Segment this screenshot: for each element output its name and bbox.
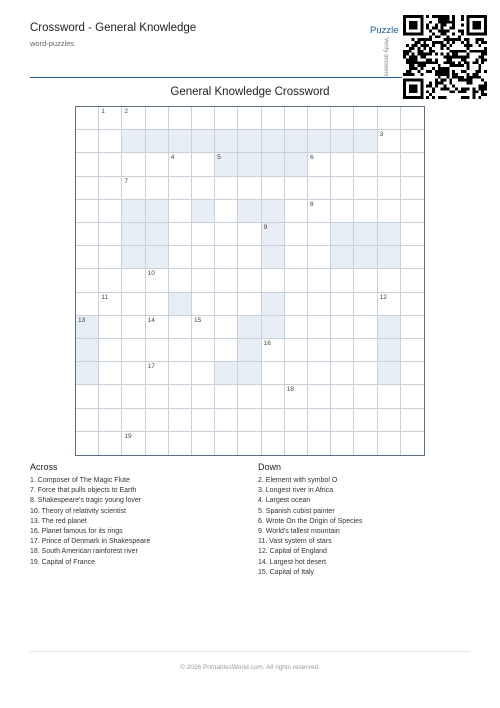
grid-cell[interactable] [238, 316, 261, 339]
grid-cell[interactable] [354, 177, 377, 200]
grid-cell[interactable] [354, 223, 377, 246]
grid-cell[interactable] [401, 385, 424, 408]
grid-cell[interactable] [192, 362, 215, 385]
grid-cell[interactable] [76, 246, 99, 269]
clue-number: 7 [124, 177, 129, 185]
clue-number: 8 [310, 200, 314, 208]
grid-cell[interactable] [308, 269, 331, 292]
grid-cell[interactable] [238, 269, 261, 292]
grid-cell[interactable] [331, 153, 354, 176]
grid-cell[interactable] [99, 130, 122, 153]
clue-number: 9 [263, 224, 268, 231]
grid-cell[interactable] [215, 153, 238, 176]
grid-cell[interactable] [238, 223, 261, 246]
grid-cell[interactable] [192, 432, 215, 455]
grid-cell[interactable] [169, 130, 192, 153]
grid-cell[interactable] [122, 385, 145, 408]
grid-cell[interactable] [169, 200, 192, 223]
across-clue: 18. South American rainforest river [30, 548, 138, 556]
grid-cell[interactable] [285, 385, 308, 408]
grid-cell[interactable] [378, 130, 401, 153]
clue-number: 10 [147, 270, 155, 278]
grid-cell[interactable] [285, 130, 308, 153]
puzzle-tag: Puzzle [370, 25, 399, 36]
grid-cell[interactable] [192, 339, 215, 362]
grid-cell[interactable] [401, 153, 424, 176]
clue-number: 4 [170, 154, 175, 162]
across-clues [30, 476, 150, 568]
grid-cell[interactable] [99, 316, 122, 339]
clue-number: 19 [124, 432, 132, 440]
grid-cell[interactable] [99, 107, 122, 130]
grid-cell[interactable] [401, 339, 424, 362]
grid-cell[interactable] [378, 200, 401, 223]
grid-cell[interactable] [331, 293, 354, 316]
grid-cell[interactable] [76, 153, 99, 176]
across-clue: 13. The red planet [30, 517, 87, 525]
document-title: Crossword - General Knowledge [30, 22, 197, 34]
across-clue: 1. Composer of The Magic Flute [30, 477, 130, 484]
grid-cell[interactable] [169, 153, 192, 176]
grid-cell[interactable] [285, 107, 308, 130]
grid-cell[interactable] [122, 432, 145, 455]
grid-cell[interactable] [378, 293, 401, 316]
grid-cell[interactable] [378, 362, 401, 385]
grid-cell[interactable] [215, 362, 238, 385]
clue-number: 1 [101, 108, 105, 115]
grid-cell[interactable] [192, 200, 215, 223]
grid-cell[interactable] [238, 107, 261, 130]
grid-cell[interactable] [76, 269, 99, 292]
grid-cell[interactable] [354, 385, 377, 408]
grid-cell[interactable] [192, 385, 215, 408]
across-clue: 17. Prince of Denmark in Shakespeare [30, 538, 151, 546]
grid-cell[interactable] [169, 362, 192, 385]
grid-cell[interactable] [122, 130, 145, 153]
grid-cell[interactable] [215, 316, 238, 339]
verify-answers-label: Verify answers [382, 37, 389, 77]
grid-cell[interactable] [262, 177, 285, 200]
grid-cell[interactable] [122, 177, 145, 200]
down-clue: 9. World's tallest mountain [258, 527, 340, 535]
grid-cell[interactable] [331, 316, 354, 339]
grid-cell[interactable] [401, 432, 424, 455]
grid-cell[interactable] [308, 107, 331, 130]
grid-cell[interactable] [192, 246, 215, 269]
clue-number: 14 [147, 316, 155, 324]
grid-cell[interactable] [238, 177, 261, 200]
grid-cell[interactable] [76, 177, 99, 200]
grid-cell[interactable] [215, 432, 238, 455]
grid-cell[interactable] [308, 432, 331, 455]
grid-cell[interactable] [192, 316, 215, 339]
grid-cell[interactable] [76, 432, 99, 455]
grid-cell[interactable] [378, 223, 401, 246]
grid-cell[interactable] [146, 432, 169, 455]
down-clue: 11. Vast system of stars [258, 538, 332, 546]
grid-cell[interactable] [169, 246, 192, 269]
grid-cell[interactable] [331, 177, 354, 200]
grid-cell[interactable] [215, 385, 238, 408]
grid-cell[interactable] [146, 177, 169, 200]
grid-cell[interactable] [354, 130, 377, 153]
down-clues [258, 476, 363, 578]
grid-cell[interactable] [99, 223, 122, 246]
grid-cell[interactable] [99, 177, 122, 200]
grid-cell[interactable] [146, 409, 169, 432]
grid-cell[interactable] [169, 385, 192, 408]
down-clue: 4. Largest ocean [258, 497, 311, 505]
grid-cell[interactable] [262, 409, 285, 432]
grid-cell[interactable] [331, 130, 354, 153]
crossword-grid [75, 106, 425, 456]
grid-cell[interactable] [262, 153, 285, 176]
grid-cell[interactable] [146, 130, 169, 153]
clue-number: 3 [379, 131, 384, 139]
grid-cell[interactable] [238, 200, 261, 223]
grid-cell[interactable] [262, 246, 285, 269]
grid-cell[interactable] [308, 177, 331, 200]
grid-cell[interactable] [401, 107, 424, 130]
grid-cell[interactable] [99, 409, 122, 432]
grid-cell[interactable] [169, 316, 192, 339]
grid-cell[interactable] [169, 339, 192, 362]
grid-cell[interactable] [99, 432, 122, 455]
grid-cell[interactable] [238, 153, 261, 176]
grid-cell[interactable] [401, 130, 424, 153]
grid-cell[interactable] [331, 246, 354, 269]
grid-cell[interactable] [99, 339, 122, 362]
grid-cell[interactable] [285, 177, 308, 200]
grid-cell[interactable] [192, 223, 215, 246]
grid-cell[interactable] [215, 223, 238, 246]
grid-cell[interactable] [146, 107, 169, 130]
grid-cell[interactable] [262, 316, 285, 339]
grid-cell[interactable] [378, 385, 401, 408]
grid-cell[interactable] [215, 409, 238, 432]
grid-cell[interactable] [215, 293, 238, 316]
grid-cell[interactable] [401, 269, 424, 292]
clue-number: 12 [379, 293, 387, 301]
grid-cell[interactable] [401, 223, 424, 246]
grid-cell[interactable] [378, 316, 401, 339]
grid-cell[interactable] [262, 293, 285, 316]
clue-number: 15 [194, 316, 202, 324]
grid-cell[interactable] [122, 339, 145, 362]
grid-cell[interactable] [215, 177, 238, 200]
grid-cell[interactable] [192, 177, 215, 200]
header-divider [30, 77, 402, 78]
grid-cell[interactable] [354, 316, 377, 339]
down-clue: 6. Wrote On the Origin of Species [258, 517, 363, 525]
grid-cell[interactable] [401, 409, 424, 432]
grid-cell[interactable] [76, 362, 99, 385]
down-clue: 3. Longest river in Africa [258, 487, 334, 495]
grid-cell[interactable] [146, 362, 169, 385]
grid-cell[interactable] [285, 246, 308, 269]
grid-cell[interactable] [354, 432, 377, 455]
grid-cell[interactable] [378, 339, 401, 362]
grid-cell[interactable] [401, 362, 424, 385]
clue-number: 6 [310, 154, 314, 162]
grid-cell[interactable] [238, 293, 261, 316]
grid-cell[interactable] [122, 153, 145, 176]
grid-cell[interactable] [146, 269, 169, 292]
grid-cell[interactable] [169, 409, 192, 432]
grid-cell[interactable] [169, 223, 192, 246]
grid-cell[interactable] [378, 107, 401, 130]
grid-cell[interactable] [122, 409, 145, 432]
grid-cell[interactable] [262, 107, 285, 130]
grid-cell[interactable] [215, 246, 238, 269]
grid-cell[interactable] [262, 339, 285, 362]
grid-cell[interactable] [122, 316, 145, 339]
grid-cell[interactable] [122, 107, 145, 130]
grid-cell[interactable] [262, 269, 285, 292]
grid-cell[interactable] [262, 385, 285, 408]
grid-cell[interactable] [401, 316, 424, 339]
grid-cell[interactable] [285, 223, 308, 246]
grid-cell[interactable] [331, 107, 354, 130]
grid-cell[interactable] [331, 432, 354, 455]
across-clue: 19. Capital of France [30, 558, 95, 566]
grid-cell[interactable] [308, 339, 331, 362]
down-clue: 15. Capital of Italy [258, 568, 315, 576]
across-clue: 10. Theory of relativity scientist [30, 507, 126, 515]
grid-cell[interactable] [308, 130, 331, 153]
grid-cell[interactable] [192, 409, 215, 432]
grid-cell[interactable] [238, 409, 261, 432]
grid-cell[interactable] [262, 200, 285, 223]
grid-cell[interactable] [76, 107, 99, 130]
grid-cell[interactable] [262, 362, 285, 385]
grid-cell[interactable] [146, 293, 169, 316]
grid-cell[interactable] [354, 293, 377, 316]
grid-cell[interactable] [308, 246, 331, 269]
across-clue: 7. Force that pulls objects to Earth [30, 487, 137, 495]
clue-number: 5 [217, 154, 221, 162]
grid-cell[interactable] [378, 269, 401, 292]
grid-cell[interactable] [238, 339, 261, 362]
grid-cell[interactable] [401, 177, 424, 200]
document-subtitle: word-puzzles [30, 39, 75, 48]
grid-cell[interactable] [146, 385, 169, 408]
grid-cell[interactable] [285, 153, 308, 176]
grid-cell[interactable] [378, 246, 401, 269]
grid-cell[interactable] [192, 269, 215, 292]
grid-cell[interactable] [122, 200, 145, 223]
grid-cell[interactable] [169, 432, 192, 455]
grid-cell[interactable] [331, 339, 354, 362]
down-clue: 12. Capital of England [258, 548, 327, 556]
grid-cell[interactable] [76, 339, 99, 362]
grid-cell[interactable] [215, 339, 238, 362]
grid-cell[interactable] [146, 200, 169, 223]
grid-cell[interactable] [331, 223, 354, 246]
grid-cell[interactable] [192, 153, 215, 176]
grid-cell[interactable] [308, 293, 331, 316]
grid-cell[interactable] [76, 223, 99, 246]
grid-cell[interactable] [378, 153, 401, 176]
grid-cell[interactable] [238, 432, 261, 455]
grid-cell[interactable] [354, 269, 377, 292]
grid-cell[interactable] [99, 269, 122, 292]
grid-cell[interactable] [401, 293, 424, 316]
grid-cell[interactable] [285, 432, 308, 455]
grid-cell[interactable] [146, 223, 169, 246]
grid-cell[interactable] [122, 223, 145, 246]
grid-cell[interactable] [331, 385, 354, 408]
grid-cell[interactable] [215, 107, 238, 130]
across-heading: Across [30, 462, 58, 472]
grid-cell[interactable] [169, 269, 192, 292]
clue-number: 18 [286, 386, 295, 394]
grid-cell[interactable] [76, 200, 99, 223]
grid-cell[interactable] [354, 246, 377, 269]
grid-cell[interactable] [122, 269, 145, 292]
footer-copyright: © 2026 PrintablesWorld.com. All rights reserved. [180, 664, 320, 671]
grid-cell[interactable] [169, 177, 192, 200]
grid-cell[interactable] [146, 316, 169, 339]
grid-cell[interactable] [192, 130, 215, 153]
grid-cell[interactable] [122, 246, 145, 269]
grid-cell[interactable] [238, 246, 261, 269]
grid-cell[interactable] [308, 409, 331, 432]
grid-cell[interactable] [122, 362, 145, 385]
grid-cell[interactable] [99, 293, 122, 316]
grid-cell[interactable] [146, 339, 169, 362]
grid-cell[interactable] [285, 293, 308, 316]
down-heading: Down [258, 462, 282, 472]
grid-cell[interactable] [331, 200, 354, 223]
grid-cell[interactable] [169, 293, 192, 316]
footer-divider [30, 651, 470, 652]
grid-cell[interactable] [354, 339, 377, 362]
clue-number: 13 [78, 316, 86, 324]
grid-cell[interactable] [401, 200, 424, 223]
grid-cell[interactable] [122, 293, 145, 316]
across-clue: 8. Shakespeare's tragic young lover [30, 497, 142, 505]
grid-cell[interactable] [238, 362, 261, 385]
grid-cell[interactable] [331, 269, 354, 292]
grid-cell[interactable] [169, 107, 192, 130]
clue-number: 17 [147, 363, 155, 371]
grid-cell[interactable] [401, 246, 424, 269]
down-clue: 5. Spanish cubist painter [258, 507, 335, 515]
grid-cell[interactable] [99, 153, 122, 176]
grid-cell[interactable] [262, 432, 285, 455]
grid-cell[interactable] [238, 385, 261, 408]
grid-cell[interactable] [308, 200, 331, 223]
grid-cell[interactable] [354, 153, 377, 176]
across-clue: 16. Planet famous for its rings [30, 527, 123, 535]
grid-cell[interactable] [192, 293, 215, 316]
grid-cell[interactable] [99, 200, 122, 223]
grid-cell[interactable] [76, 385, 99, 408]
grid-cell[interactable] [76, 316, 99, 339]
grid-cell[interactable] [308, 153, 331, 176]
grid-cell[interactable] [378, 409, 401, 432]
grid-cell[interactable] [308, 223, 331, 246]
clue-number: 11 [101, 293, 108, 301]
grid-cell[interactable] [99, 362, 122, 385]
grid-cell[interactable] [76, 293, 99, 316]
down-clue: 2. Element with symbol O [258, 477, 338, 484]
clue-number: 16 [263, 340, 271, 347]
grid-cell[interactable] [215, 130, 238, 153]
clue-number: 2 [124, 108, 129, 115]
grid-cell[interactable] [99, 246, 122, 269]
grid-cell[interactable] [285, 200, 308, 223]
grid-cell[interactable] [354, 107, 377, 130]
grid-cell[interactable] [285, 339, 308, 362]
grid-cell[interactable] [146, 246, 169, 269]
grid-cell[interactable] [192, 107, 215, 130]
grid-cell[interactable] [378, 432, 401, 455]
grid-title: General Knowledge Crossword [170, 86, 330, 98]
grid-cell[interactable] [331, 409, 354, 432]
grid-cell[interactable] [354, 409, 377, 432]
grid-cell[interactable] [354, 362, 377, 385]
grid-cell[interactable] [308, 385, 331, 408]
grid-cell[interactable] [215, 269, 238, 292]
grid-cell[interactable] [262, 223, 285, 246]
down-clue: 14. Largest hot desert [258, 558, 327, 566]
grid-cell[interactable] [308, 362, 331, 385]
grid-cell[interactable] [354, 200, 377, 223]
grid-cell[interactable] [285, 269, 308, 292]
grid-cell[interactable] [215, 200, 238, 223]
grid-cell[interactable] [262, 130, 285, 153]
grid-cell[interactable] [331, 362, 354, 385]
grid-cell[interactable] [99, 385, 122, 408]
grid-cell[interactable] [76, 130, 99, 153]
grid-cell[interactable] [238, 130, 261, 153]
grid-cell[interactable] [76, 409, 99, 432]
grid-cell[interactable] [285, 362, 308, 385]
grid-cell[interactable] [146, 153, 169, 176]
grid-cell[interactable] [285, 409, 308, 432]
grid-cell[interactable] [308, 316, 331, 339]
grid-cell[interactable] [378, 177, 401, 200]
grid-cell[interactable] [285, 316, 308, 339]
